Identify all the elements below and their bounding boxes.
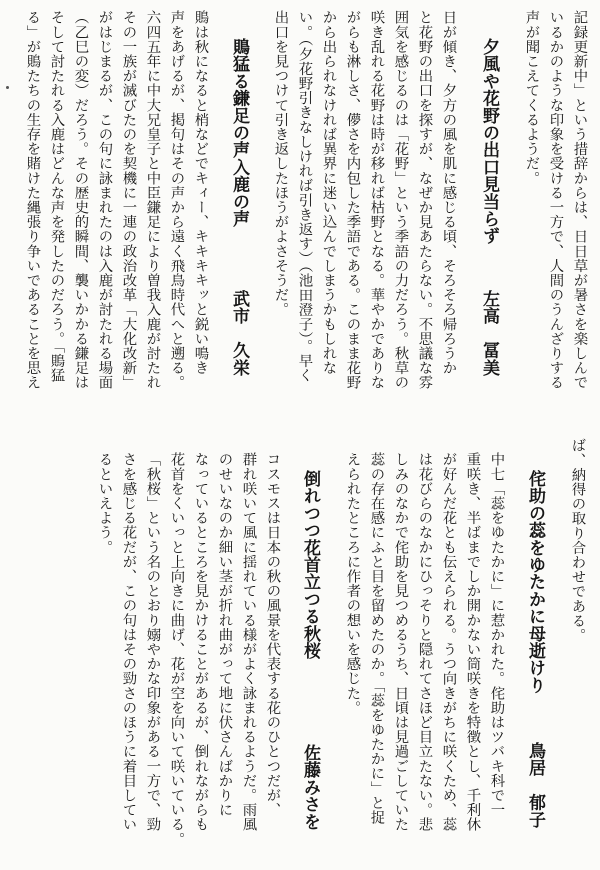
article1-line-5: がらも淋しさ、儚さを内包した季語である。このまま花野: [344, 10, 361, 390]
article1-line-7: い。（夕花野引きなしければ引き返す）（池田澄子）。早く: [296, 10, 313, 383]
article1-title: 夕風や花野の出口見当らず: [479, 38, 499, 245]
stray-dot: [6, 86, 9, 89]
article3-line-3: が好んだ花とも伝えられる。うつ向きがちに咲くため、蕊: [440, 452, 457, 832]
article1-line-4: 咲き乱れる花野は時が移れば枯野となる。華やかでありな: [368, 10, 385, 390]
article4-author: 佐藤みさを: [300, 744, 320, 830]
continuation-line-3: 声が聞こえてくるようだ。: [523, 10, 540, 186]
article3-line-4: は花びらのなかにひっそりと隠れてさほど目立たない。悲: [416, 452, 433, 832]
article4-title: 倒れつつ花首立つる秋桜: [300, 470, 320, 660]
continuation-line-2: いるかのような印象を受ける一方で、人間のうんざりする: [547, 10, 564, 390]
article2-line-6: （乙巳の変）だろう。その歴史的瞬間、襲いかかる鎌足は: [72, 10, 89, 390]
article4-line-2: 群れ咲いて風に揺れている様がよく詠まれるようだ。雨風: [240, 452, 257, 832]
article4-line-4: なっているところを見かけることがあるが、倒れながらも: [192, 452, 209, 832]
article3-line-6: 蕊の存在感にふと目を留めたのか。「蕊をゆたかに」と捉: [368, 452, 385, 825]
bottom-continuation: ば、納得の取り合わせである。: [569, 438, 586, 643]
article2-line-3: 六四五年に中大兄皇子と中臣鎌足により曽我入鹿が討たれ: [144, 10, 161, 390]
article4-line-6: 「秋桜」という名のとおり嫋やかな印象がある一方で、勁: [144, 452, 161, 832]
article2-line-7: そして討たれる入鹿はどんな声を発したのだろう。「鵙猛: [48, 10, 65, 383]
article1-line-6: から出られなければ異界に迷い込んでしまうかもしれな: [320, 10, 337, 375]
article2-line-1: 鵙は秋になると梢などでキィー、キキキキッと鋭い鳴き: [192, 10, 209, 375]
article4-line-8: るといえよう。: [96, 452, 113, 555]
article4-line-5: 花首をくいっと上向きに曲げ、花が空を向いて咲いている。: [168, 452, 185, 847]
article3-title: 侘助の蕊をゆたかに母逝けり: [525, 470, 545, 694]
article1-line-3: 囲気を感じるのは「花野」という季語の力だろう。秋草の: [392, 10, 409, 390]
article2-line-8: る」が鵙たちの生存を賭けた縄張り争いであることを思え: [24, 10, 41, 390]
article2-title: 鵙猛る鎌足の声入鹿の声: [229, 38, 249, 228]
article2-line-4: その一族が滅びたのを契機に一連の政治改革「大化改新」: [120, 10, 137, 390]
article1-line-8: 出口を見つけて引き返したほうがよさそうだ。: [272, 10, 289, 317]
article2-line-5: がはじまるが、この句に詠まれたのは入鹿が討たれる場面: [96, 10, 113, 390]
article1-line-2: と花野の出口を探すが、なぜか見あたらない。不思議な雰: [416, 10, 433, 390]
article4-line-7: さを感じる花だが、この句はその勁さのほうに着目してい: [120, 452, 137, 832]
continuation-line-1: 記録更新中」という措辞からは、日日草が暑さを楽しんで: [571, 10, 588, 390]
article2-author: 武市 久栄: [229, 290, 249, 376]
article3-line-5: しみのなかで侘助を見つめるうち、日頃は見過ごしていた: [392, 452, 409, 832]
article4-line-3: のせいなのか細い茎が折れ曲がって地に伏さんばかりに: [216, 452, 233, 817]
article3-line-7: えられたところに作者の想いを感じた。: [344, 452, 361, 715]
article3-author: 鳥居 郁子: [525, 742, 545, 828]
article3-line-2: 重咲き、半ばまでしか開かない筒咲きを特徴とし、千利休: [464, 452, 481, 832]
article1-line-1: 日が傾き、夕方の風を肌に感じる頃、そろそろ帰ろうか: [440, 10, 457, 375]
article4-line-1: コスモスは日本の秋の風景を代表する花のひとつだが、: [264, 452, 281, 817]
article3-line-1: 中七「蕊をゆたかに」に惹かれた。侘助はツバキ科で一: [488, 452, 505, 817]
article1-author: 左高 冨美: [479, 290, 499, 376]
article2-line-2: 声をあげるが、掲句はその声から遠く飛鳥時代へと遡る。: [168, 10, 185, 390]
